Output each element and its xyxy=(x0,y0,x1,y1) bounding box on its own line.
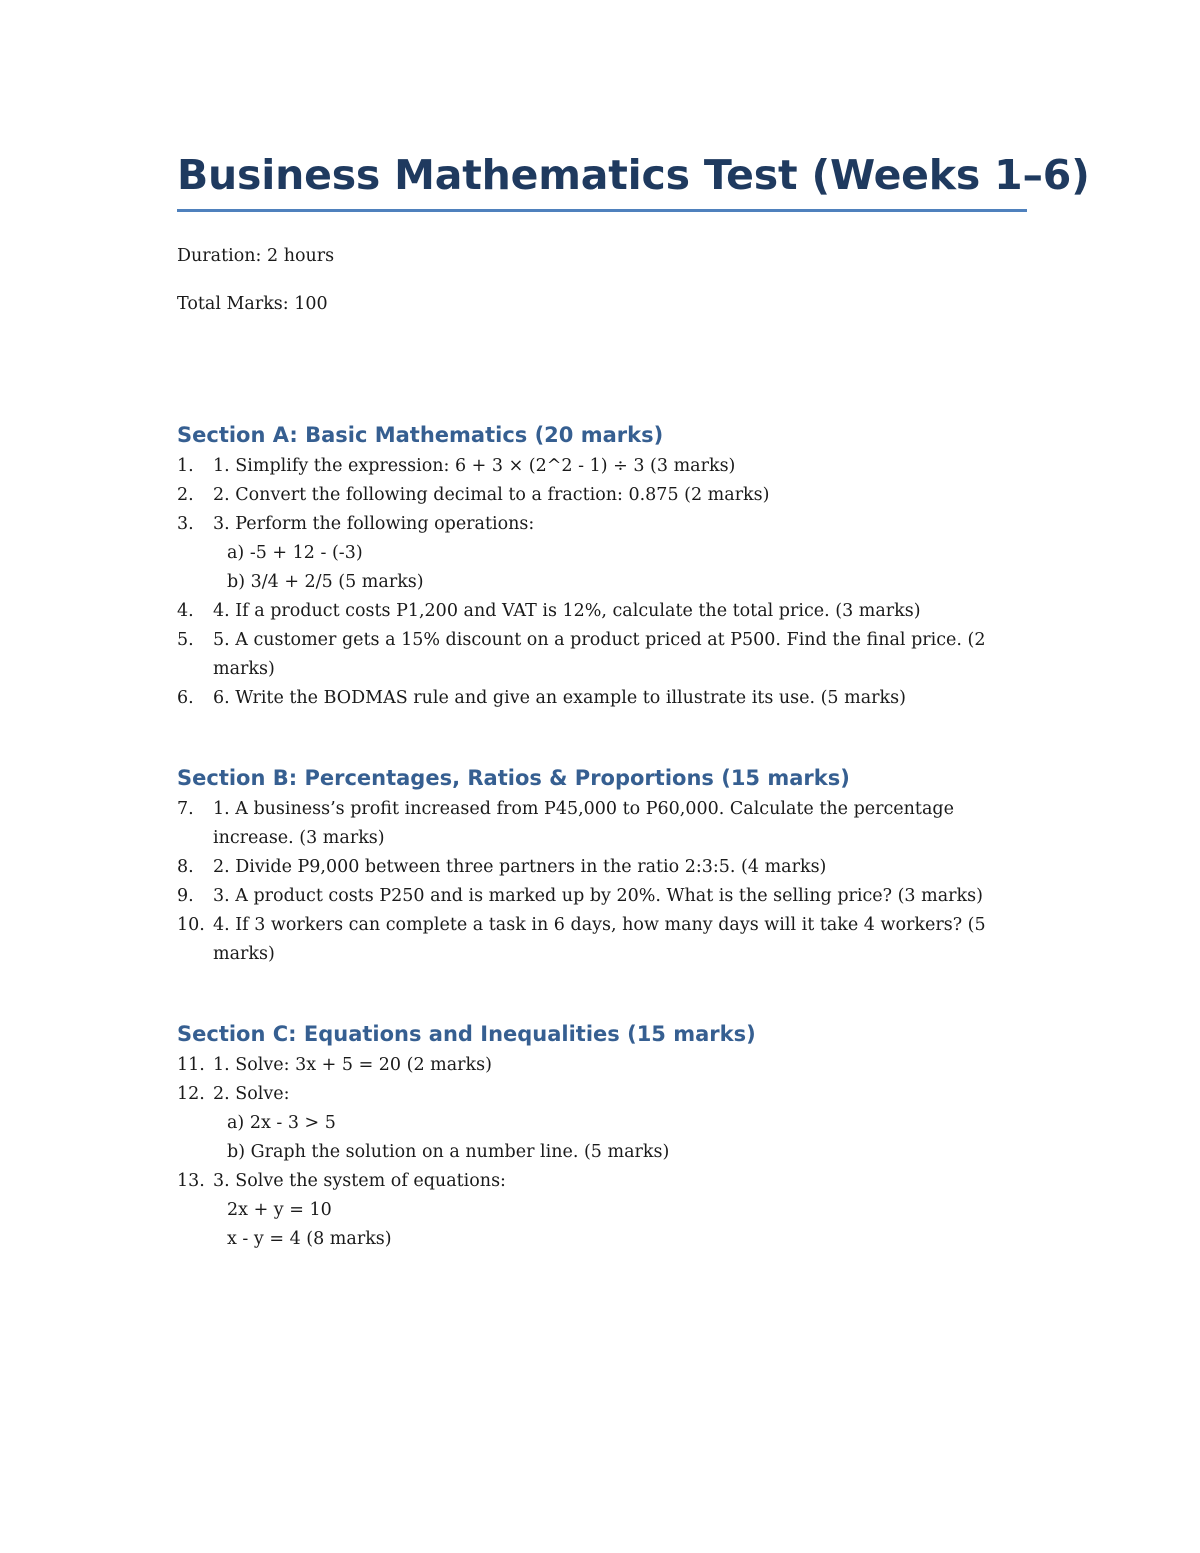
question-item xyxy=(177,911,1027,969)
question-number: 9. xyxy=(177,886,194,907)
question-text: 1. Solve: 3x + 5 = 20 (2 marks) xyxy=(213,1055,492,1076)
question-number: 3. xyxy=(177,514,194,535)
question-subpart: a) -5 + 12 - (-3) xyxy=(227,543,363,564)
question-text: 2. Convert the following decimal to a fraction: 0.875 (2 marks) xyxy=(213,485,770,506)
question-item xyxy=(177,1167,1027,1254)
question-text: 5. A customer gets a 15% discount on a product priced at P500. Find the final price. (2 marks) xyxy=(213,630,986,680)
question-list xyxy=(177,452,1027,713)
question-subpart: a) 2x - 3 > 5 xyxy=(227,1113,336,1134)
question-list xyxy=(177,1051,1027,1254)
question-item xyxy=(177,795,1027,853)
section-heading: Section A: Basic Mathematics (20 marks) xyxy=(177,423,664,448)
question-number: 2. xyxy=(177,485,194,506)
question-text: 2. Solve: xyxy=(213,1084,290,1105)
question-text: 4. If a product costs P1,200 and VAT is 12%, calculate the total price. (3 marks) xyxy=(213,601,921,622)
question-item xyxy=(177,882,1027,911)
question-text: 1. Simplify the expression: 6 + 3 × (2^2 - 1) ÷ 3 (3 marks) xyxy=(213,456,736,477)
question-text: 3. A product costs P250 and is marked up by 20%. What is the selling price? (3 marks) xyxy=(213,886,983,907)
question-number: 5. xyxy=(177,630,194,651)
question-number: 1. xyxy=(177,456,194,477)
question-text: 6. Write the BODMAS rule and give an example to illustrate its use. (5 marks) xyxy=(213,688,906,709)
question-number: 10. xyxy=(177,915,205,936)
total-marks-text: Total Marks: 100 xyxy=(177,294,328,315)
section-c xyxy=(177,1019,1027,1254)
question-item xyxy=(177,853,1027,882)
section-a xyxy=(177,420,1027,713)
question-number: 4. xyxy=(177,601,194,622)
question-item xyxy=(177,510,1027,597)
duration-text: Duration: 2 hours xyxy=(177,246,335,267)
question-number: 11. xyxy=(177,1055,205,1076)
section-b xyxy=(177,763,1027,969)
section-heading: Section C: Equations and Inequalities (15 marks) xyxy=(177,1022,756,1047)
question-subpart: b) 3/4 + 2/5 (5 marks) xyxy=(227,572,424,593)
question-item xyxy=(177,597,1027,626)
question-text: 4. If 3 workers can complete a task in 6 days, how many days will it take 4 workers? (5 marks) xyxy=(213,915,986,965)
section-heading: Section B: Percentages, Ratios & Proportions (15 marks) xyxy=(177,766,850,791)
question-number: 13. xyxy=(177,1171,205,1192)
question-text: 3. Perform the following operations: xyxy=(213,514,535,535)
document-title: Business Mathematics Test (Weeks 1–6) xyxy=(177,150,1027,212)
question-item xyxy=(177,1051,1027,1080)
question-item xyxy=(177,684,1027,713)
document-page xyxy=(177,140,1090,1254)
question-number: 6. xyxy=(177,688,194,709)
question-text: 2. Divide P9,000 between three partners in the ratio 2:3:5. (4 marks) xyxy=(213,857,827,878)
question-item xyxy=(177,481,1027,510)
question-list xyxy=(177,795,1027,969)
question-subpart: 2x + y = 10 xyxy=(227,1200,332,1221)
question-item xyxy=(177,452,1027,481)
question-subpart: x - y = 4 (8 marks) xyxy=(227,1229,392,1250)
question-subpart: b) Graph the solution on a number line. (5 marks) xyxy=(227,1142,670,1163)
question-item xyxy=(177,1080,1027,1167)
question-number: 7. xyxy=(177,799,194,820)
question-item xyxy=(177,626,1027,684)
question-text: 3. Solve the system of equations: xyxy=(213,1171,506,1192)
question-text: 1. A business’s profit increased from P45,000 to P60,000. Calculate the percentage increase. (3 marks) xyxy=(213,799,954,849)
question-number: 8. xyxy=(177,857,194,878)
question-number: 12. xyxy=(177,1084,205,1105)
